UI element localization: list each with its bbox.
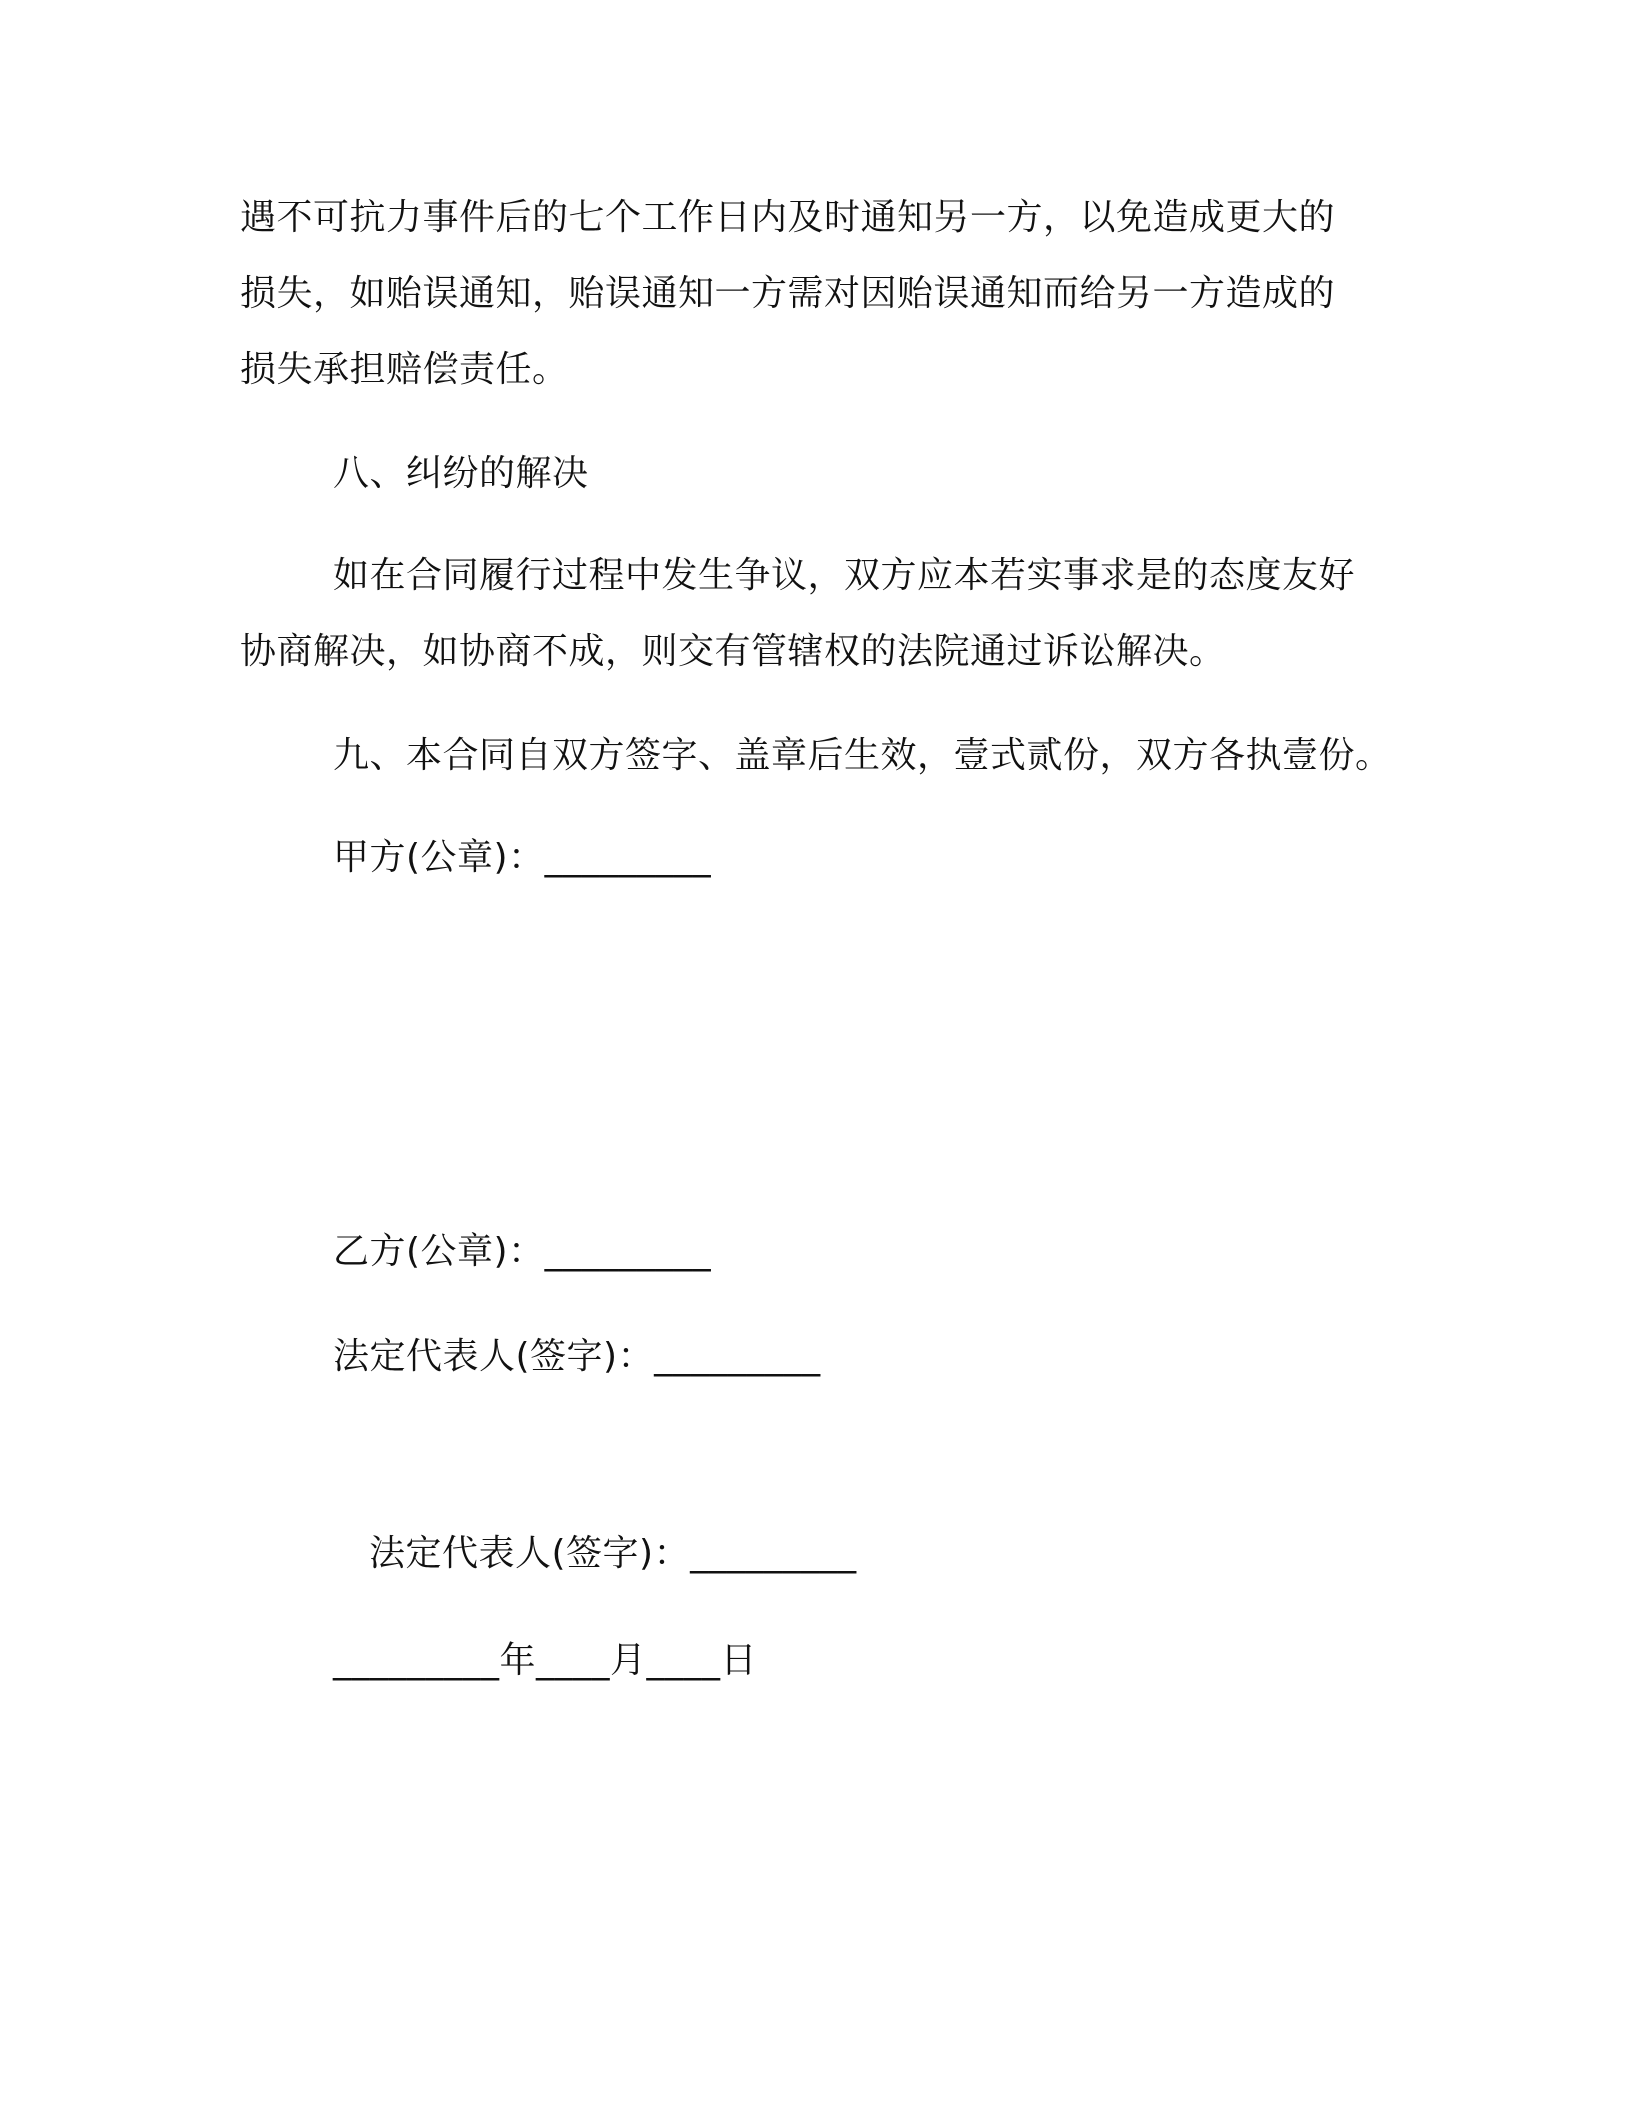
party-a-signature-line: 甲方(公章)：_________: [333, 837, 712, 878]
paragraph-line: 损失承担赔偿责任。: [240, 349, 569, 390]
date-line: _________年____月____日: [333, 1640, 757, 1681]
legal-rep-signature-line: 法定代表人(签字)：_________: [369, 1533, 857, 1574]
section-clause: 九、本合同自双方签字、盖章后生效，壹式贰份，双方各执壹份。: [333, 735, 1392, 776]
paragraph-line: 遇不可抗力事件后的七个工作日内及时通知另一方，以免造成更大的: [240, 197, 1336, 238]
paragraph-line: 如在合同履行过程中发生争议，双方应本若实事求是的态度友好: [333, 555, 1356, 596]
paragraph-line: 损失，如贻误通知，贻误通知一方需对因贻误通知而给另一方造成的: [240, 273, 1336, 314]
paragraph-line: 协商解决，如协商不成，则交有管辖权的法院通过诉讼解决。: [240, 631, 1226, 672]
party-b-signature-line: 乙方(公章)：_________: [333, 1231, 712, 1272]
section-heading: 八、纠纷的解决: [333, 453, 589, 494]
legal-rep-signature-line: 法定代表人(签字)：_________: [333, 1336, 821, 1377]
